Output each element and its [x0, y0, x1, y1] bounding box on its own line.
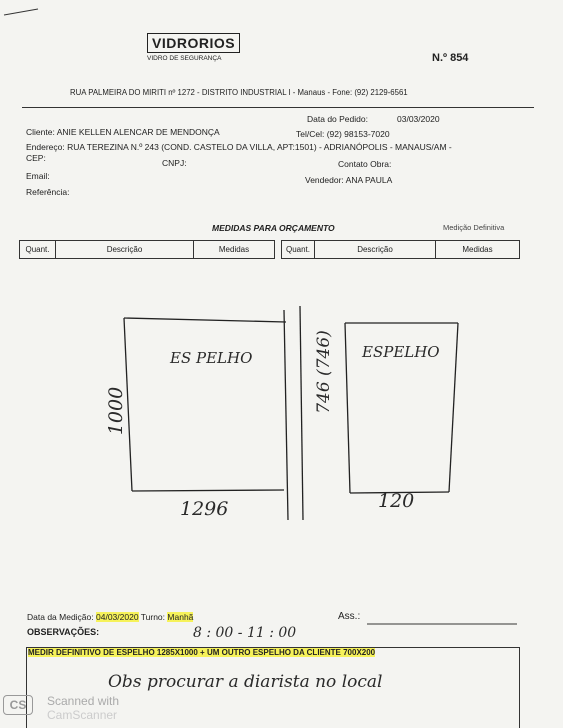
cep-label: CEP:: [26, 153, 46, 163]
right-mirror-width: 120: [378, 490, 415, 512]
client-address: Endereço: RUA TEREZINA N.º 243 (COND. CASTELO DA VILLA, APT:1501) - ADRIANÓPOLIS - MANAUS/AM -: [26, 142, 452, 152]
measure-date-row: [27, 612, 193, 622]
left-mirror-right: [284, 310, 288, 520]
corner-scribble: [4, 9, 38, 15]
col-medidas: Medidas: [218, 245, 250, 254]
measure-date-label: Data da Medição:: [27, 612, 94, 622]
right-mirror-right: [449, 323, 458, 492]
definitive-measure-label: Medição Definitiva: [443, 223, 505, 232]
right-mirror-label: ESPELHO: [362, 343, 440, 361]
observation-text: MEDIR DEFINITIVO DE ESPELHO 1285X1000 + UM OUTRO ESPELHO DA CLIENTE 700X200: [28, 648, 376, 657]
scanner-watermark: [0, 693, 150, 722]
handwritten-note: Obs procurar a diarista no local: [108, 672, 383, 692]
company-tagline: VIDRO DE SEGURANÇA: [147, 55, 222, 62]
left-mirror-top: [124, 318, 286, 322]
contact-label: Contato Obra:: [338, 159, 392, 169]
company-address: RUA PALMEIRA DO MIRITI nº 1272 - DISTRITO INDUSTRIAL I - Manaus - Fone: (92) 2129-6561: [70, 88, 408, 97]
company-logo: VIDRORIOS: [147, 33, 240, 53]
seller-name: Vendedor: ANA PAULA: [305, 175, 393, 185]
measure-date-value: 04/03/2020: [96, 612, 139, 622]
observations-label: OBSERVAÇÕES:: [27, 627, 100, 637]
right-mirror-inner-left: [345, 323, 350, 493]
time-note: 8 : 00 - 11 : 00: [193, 625, 297, 641]
shift-label: Turno:: [140, 612, 166, 622]
cnpj-label: CNPJ:: [162, 158, 187, 168]
col-quant: Quant.: [282, 241, 315, 258]
shift-value: Manhã: [167, 612, 194, 622]
watermark-text-2: CamScanner: [47, 708, 118, 722]
col-medidas: Medidas: [462, 245, 493, 254]
reference-label: Referência:: [26, 187, 70, 197]
camscanner-badge-icon: CS: [3, 695, 33, 715]
order-number: N.º 854: [432, 52, 469, 64]
left-mirror-height: 1000: [105, 386, 128, 436]
left-mirror-label: ES PELHO: [170, 349, 253, 367]
right-mirror-left: [300, 306, 303, 520]
measures-title: MEDIDAS PARA ORÇAMENTO: [212, 223, 335, 233]
watermark-text: Scanned with: [47, 694, 120, 708]
signature-label: Ass.:: [338, 611, 361, 622]
col-descricao: Descrição: [315, 241, 436, 258]
order-date-value: 03/03/2020: [397, 114, 440, 124]
col-descricao: Descrição: [56, 241, 194, 258]
client-phone: Tel/Cel: (92) 98153-7020: [296, 129, 390, 139]
client-name: Cliente: ANIE KELLEN ALENCAR DE MENDONÇA: [26, 127, 220, 137]
email-label: Email:: [26, 171, 50, 181]
left-mirror-bottom: [132, 490, 284, 491]
left-mirror-width: 1296: [180, 498, 229, 520]
right-mirror-height: 746 (746): [313, 330, 334, 414]
order-date-label: Data do Pedido:: [307, 114, 368, 124]
col-quant: Quant.: [20, 241, 56, 258]
